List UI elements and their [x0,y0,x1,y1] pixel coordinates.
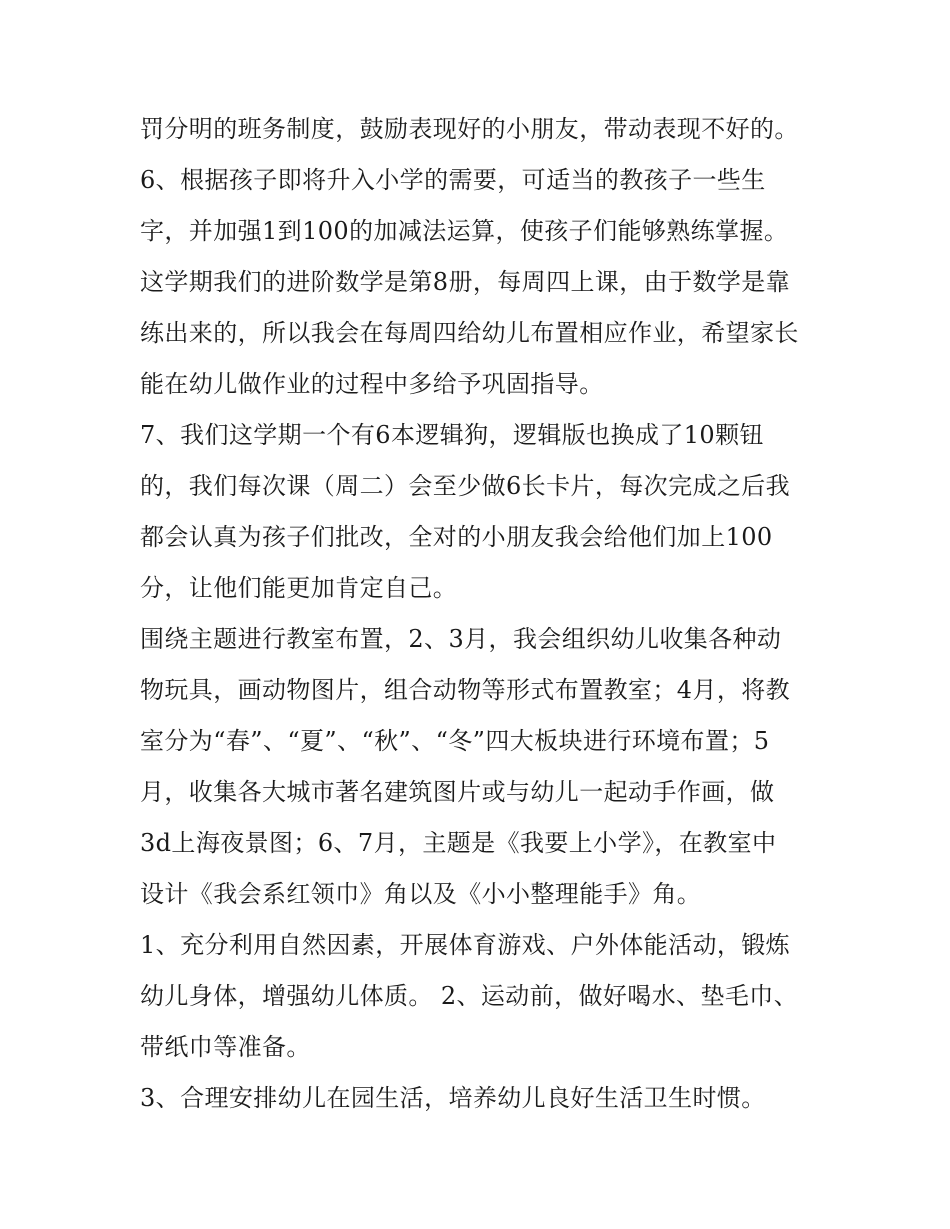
text-line-19: 带纸巾等准备。 [140,1033,311,1061]
text-line-5: 练出来的，所以我会在每周四给幼儿布置相应作业，希望家长 [140,319,799,347]
text-line-12: 物玩具，画动物图片，组合动物等形式布置教室；4月，将教 [140,676,791,704]
text-line-13: 室分为“春”、“夏”、“秋”、“冬”四大板块进行环境布置；5 [140,727,770,755]
text-line-3: 字，并加强1到100的加减法运算，使孩子们能够熟练掌握。 [140,217,789,245]
text-line-15: 3d上海夜景图；6、7月，主题是《我要上小学》，在教室中 [140,829,777,857]
text-line-7: 7、我们这学期一个有6本逻辑狗，逻辑版也换成了10颗钮 [140,421,764,449]
text-line-4: 这学期我们的进阶数学是第8册，每周四上课，由于数学是靠 [140,268,791,296]
text-line-16: 设计《我会系红领巾》角以及《小小整理能手》角。 [140,880,702,908]
text-line-20: 3、合理安排幼儿在园生活，培养幼儿良好生活卫生时惯。 [140,1084,766,1112]
text-line-9: 都会认真为孩子们批改，全对的小朋友我会给他们加上100 [140,523,773,551]
text-line-8: 的，我们每次课（周二）会至少做6长卡片，每次完成之后我 [140,472,791,500]
text-line-11: 围绕主题进行教室布置，2、3月，我会组织幼儿收集各种动 [140,625,782,653]
text-line-10: 分，让他们能更加肯定自己。 [140,574,458,602]
text-line-17: 1、充分利用自然因素，开展体育游戏、户外体能活动，锻炼 [140,931,791,959]
text-line-2: 6、根据孩子即将升入小学的需要，可适当的教孩子一些生 [140,166,766,194]
text-line-14: 月，收集各大城市著名建筑图片或与幼儿一起动手作画，做 [140,778,775,806]
text-line-6: 能在幼儿做作业的过程中多给予巩固指导。 [140,370,604,398]
text-line-1: 罚分明的班务制度，鼓励表现好的小朋友，带动表现不好的。 [140,115,799,143]
text-line-18: 幼儿身体，增强幼儿体质。 2、运动前，做好喝水、垫毛巾、 [140,982,799,1010]
